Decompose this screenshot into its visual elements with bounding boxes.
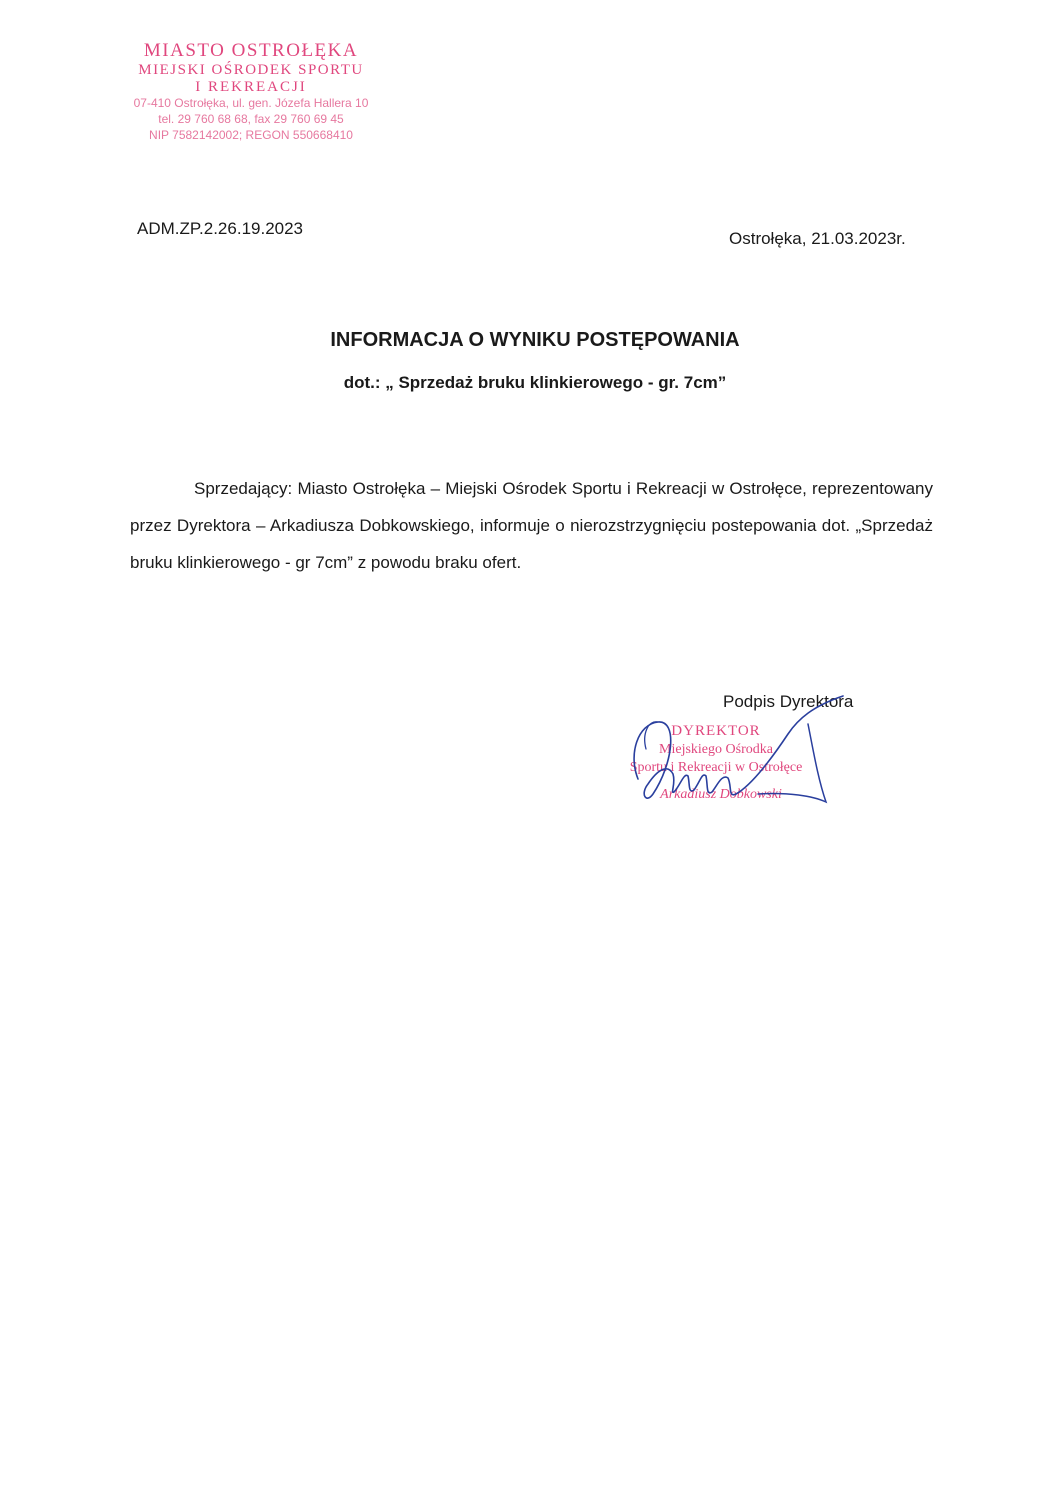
stamp-institution-cont: I REKREACJI — [195, 79, 307, 95]
reference-number: ADM.ZP.2.26.19.2023 — [137, 219, 304, 238]
document-title: INFORMACJA O WYNIKU POSTĘPOWANIA — [330, 329, 740, 351]
stamp-address: 07-410 Ostrołęka, ul. gen. Józefa Hallera 10 — [133, 96, 369, 110]
director-stamp-title: DYREKTOR — [671, 723, 761, 739]
document-body: Sprzedający: Miasto Ostrołęka – Miejski Ośrodek Sportu i Rekreacji w Ostrołęce, reprezentowany przez Dyrektora – Arkadiusza Dobkowskiego, informuje o nierozstrzygnięciu postepowania dot. „Sprzedaż bruku klinkierowego - gr 7cm” z powodu braku ofert. — [130, 479, 933, 572]
director-stamp-line1: Miejskiego Ośrodka — [659, 742, 773, 757]
stamp-institution: MIEJSKI OŚRODEK SPORTU — [138, 62, 364, 78]
director-stamp-line2: Sportu i Rekreacji w Ostrołęce — [629, 760, 803, 775]
document-subtitle: dot.: „ Sprzedaż bruku klinkierowego - gr. 7cm” — [343, 373, 727, 392]
director-stamp-name: Arkadiusz Dobkowski — [660, 787, 782, 802]
stamp-city: MIASTO OSTROŁĘKA — [143, 40, 359, 61]
signature-label: Podpis Dyrektora — [723, 692, 854, 711]
place-date: Ostrołęka, 21.03.2023r. — [729, 229, 906, 248]
stamp-ids: NIP 7582142002; REGON 550668410 — [149, 128, 353, 142]
handwritten-signature — [618, 694, 868, 824]
stamp-phone: tel. 29 760 68 68, fax 29 760 69 45 — [158, 112, 344, 126]
institution-stamp — [96, 40, 406, 143]
